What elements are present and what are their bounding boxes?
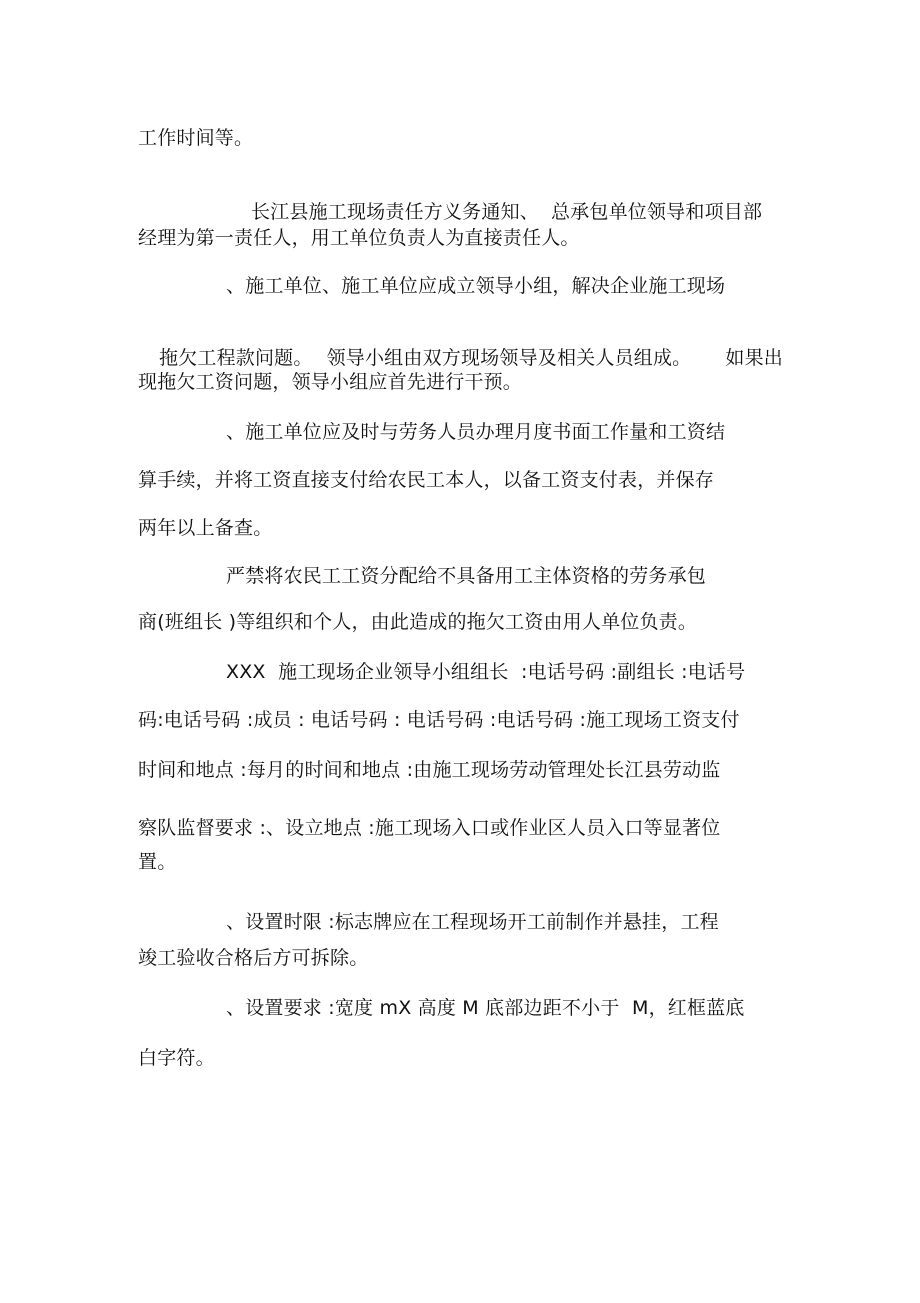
paragraph-line: 置。	[138, 851, 177, 873]
paragraph-line: 白字符。	[138, 1047, 215, 1069]
paragraph-line: 、施工单位、施工单位应成立领导小组，解决企业施工现场	[226, 275, 726, 297]
paragraph-line: 严禁将农民工工资分配给不具备用工主体资格的劳务承包	[226, 565, 707, 587]
paragraph-line: 竣工验收合格后方可拆除。	[138, 947, 369, 969]
paragraph-line: 、设置时限 :标志牌应在工程现场开工前制作并悬挂，工程	[226, 911, 719, 933]
text-segment: 拖欠工程款问题。	[158, 347, 313, 369]
paragraph-line: 码:电话号码 :成员 : 电话号码 : 电话号码 :电话号码 :施工现场工资支付	[138, 709, 740, 731]
paragraph-line: 两年以上备查。	[138, 517, 273, 539]
paragraph-line: XXX 施工现场企业领导小组组长 :电话号码 :副组长 :电话号	[226, 661, 746, 683]
paragraph-line: 时间和地点 :每月的时间和地点 :由施工现场劳动管理处长江县劳动监	[138, 759, 721, 781]
paragraph-line: 、设置要求 :宽度 mX 高度 M 底部边距不小于 M，红框蓝底	[226, 997, 745, 1019]
paragraph-line: 现拖欠工资问题，领导小组应首先进行干预。	[138, 371, 523, 393]
paragraph-line: 察队监督要求 :、设立地点 :施工现场入口或作业区人员入口等显著位	[138, 817, 721, 839]
paragraph-line: 经理为第一责任人，用工单位负责人为直接责任人。	[138, 227, 580, 249]
paragraph-line: 工作时间等。	[138, 127, 254, 149]
paragraph-line: 商(班组长 )等组织和个人，由此造成的拖欠工资由用人单位负责。	[138, 611, 698, 633]
text-segment: 如果出	[725, 347, 783, 369]
text-segment: 总承包单位领导和项目部	[550, 201, 763, 223]
paragraph-line: 算手续，并将工资直接支付给农民工本人，以备工资支付表，并保存	[138, 469, 715, 491]
paragraph-line: 、施工单位应及时与劳务人员办理月度书面工作量和工资结	[226, 421, 726, 443]
text-segment: 长江县施工现场责任方义务通知、	[250, 201, 539, 223]
text-segment: 领导小组由双方现场领导及相关人员组成。	[326, 347, 692, 369]
